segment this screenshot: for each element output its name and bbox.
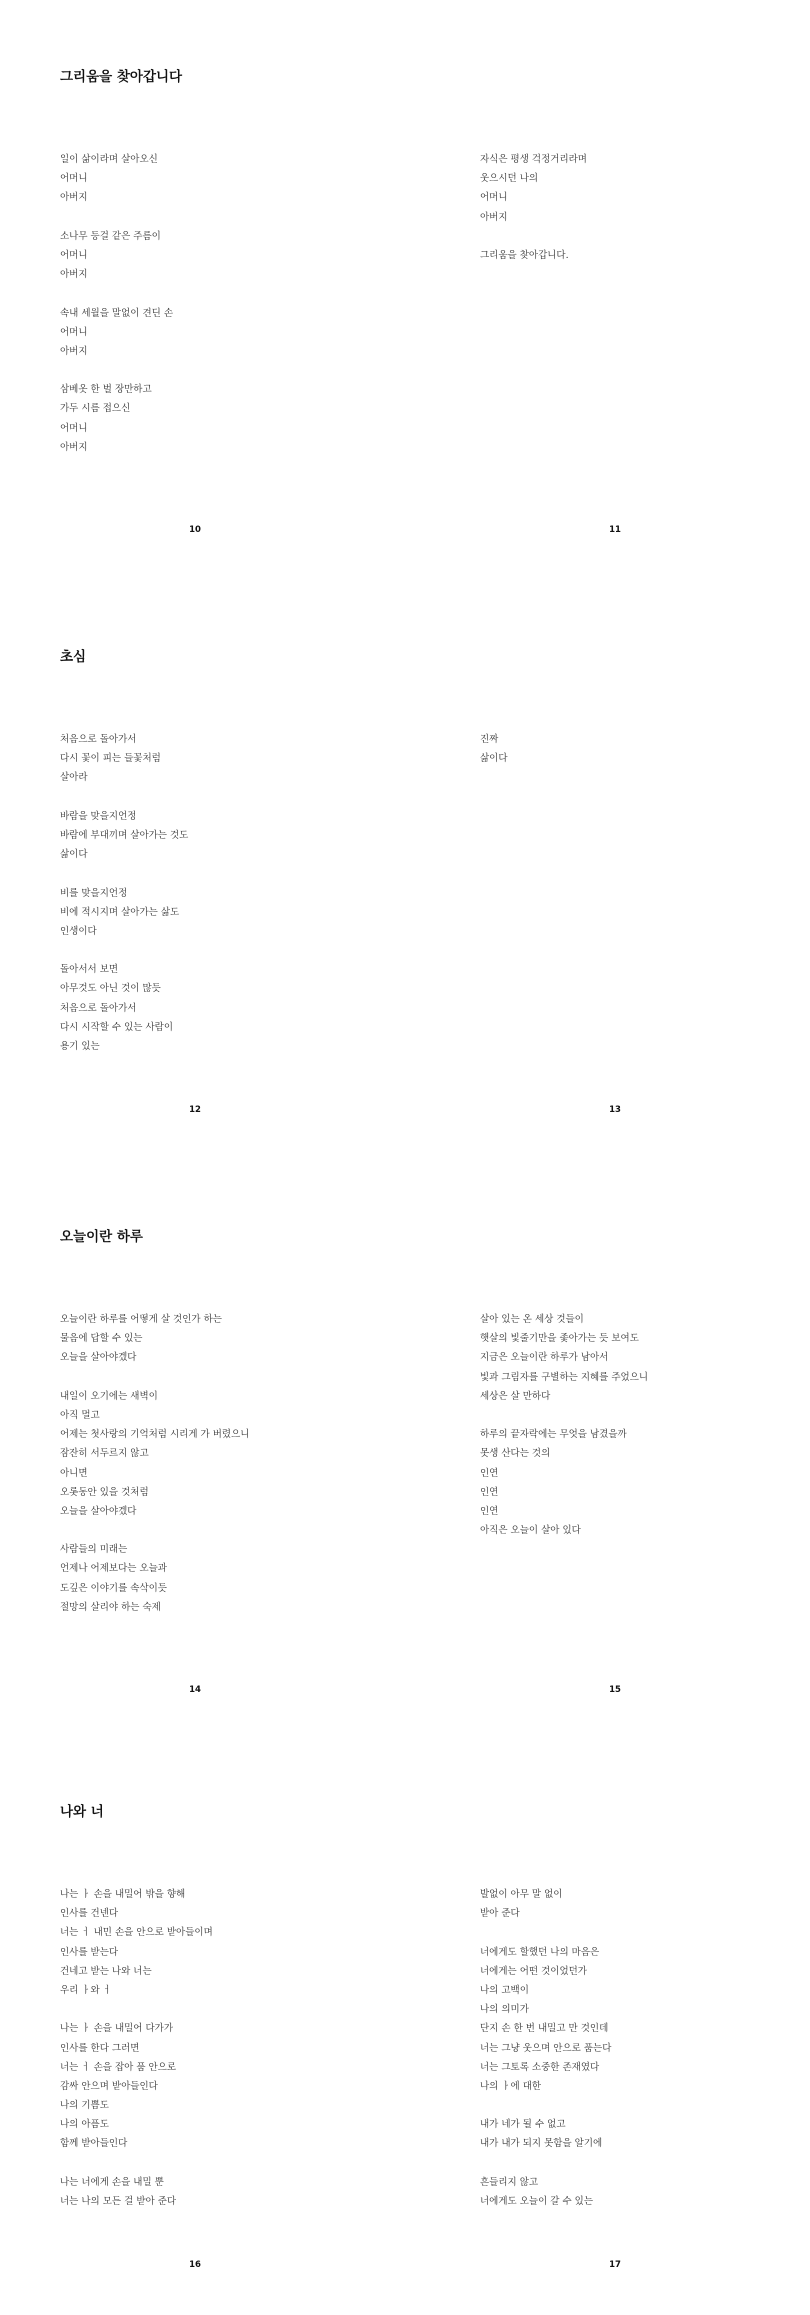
left-page-body [60, 150, 173, 457]
poem-line: 바람에 부대끼며 살아가는 것도 [60, 829, 189, 841]
poem-line: 오늘이란 하루를 어떻게 살 것인가 하는 [60, 1314, 222, 1325]
poem-line: 인연 [480, 1467, 499, 1479]
poem-line: 삼베옷 한 벌 장만하고 [60, 384, 152, 396]
poem-line: 진짜 [480, 734, 499, 745]
poem-line: 오늘을 살아야겠다 [60, 1505, 137, 1517]
poem-line: 나는 ㅏ 손을 내밀어 밖을 향해 [60, 1889, 186, 1900]
poem-line: 건네고 받는 나와 너는 [60, 1965, 152, 1977]
poem-line: 언제나 어제보다는 오늘과 [60, 1563, 167, 1575]
stanza-break [480, 2096, 611, 2115]
poem-line: 햇살의 빛줄기만을 좇아가는 듯 보여도 [480, 1333, 639, 1345]
poem-line: 아직 멀고 [60, 1409, 100, 1421]
page-number-left: 16 [189, 2260, 201, 2270]
poem-line: 인연 [480, 1505, 499, 1517]
poem-line: 어머니 [60, 173, 88, 185]
poem-line: 너는 ㅓ 내민 손을 안으로 받아들이며 [60, 1927, 213, 1939]
poem-line: 바람을 맞을지언정 [60, 810, 137, 822]
poem-line: 처음으로 돌아가서 [60, 1002, 137, 1014]
poem-line: 하루의 끝자락에는 무엇을 남겼을까 [480, 1429, 627, 1441]
poem-line: 지금은 오늘이란 하루가 남아서 [480, 1352, 609, 1364]
stanza-break [60, 788, 188, 807]
poem-line: 못생 산다는 것의 [480, 1448, 551, 1460]
page-number-left: 12 [189, 1105, 201, 1115]
poem-line: 내일이 오기에는 새벽이 [60, 1390, 158, 1402]
poem-line: 오롯동안 있을 것처럼 [60, 1486, 149, 1498]
page-number-right: 13 [609, 1105, 621, 1115]
poem-line: 어머니 [480, 192, 508, 204]
poem-line: 너에게도 오늘이 갈 수 있는 [480, 2196, 594, 2207]
right-page-body [480, 1310, 648, 1540]
poem-line: 발없이 아무 말 없이 [480, 1889, 563, 1900]
poem-line: 아버지 [60, 345, 88, 357]
poem-line: 다시 꽃이 피는 들꽃처럼 [60, 753, 161, 765]
stanza-break [480, 1923, 611, 1942]
page-spread [0, 1735, 810, 2315]
poem-line: 아직은 오늘이 살아 있다 [480, 1525, 581, 1537]
poem-line: 나는 너에게 손을 내밀 뿐 [60, 2176, 164, 2188]
poem-line: 너는 그냥 웃으며 안으로 품는다 [480, 2042, 612, 2054]
poem-line: 그리움을 찾아갑니다. [480, 249, 569, 261]
poem-line: 너는 그토록 소중한 존재였다 [480, 2061, 600, 2073]
poem-line: 어머니 [60, 249, 88, 261]
poem-line: 아니면 [60, 1467, 88, 1479]
stanza-break [60, 941, 188, 960]
poem-line: 어머니 [60, 326, 88, 338]
poem-line: 절망의 살리야 하는 숙제 [60, 1601, 161, 1613]
stanza-break [480, 2154, 611, 2173]
poem-line: 나의 기쁨도 [60, 2100, 109, 2112]
right-page-body [480, 150, 587, 265]
poem-line: 어제는 첫사랑의 기억처럼 시리게 가 버렸으니 [60, 1429, 250, 1441]
poem-line: 너에게도 할했던 나의 마음은 [480, 1946, 600, 1958]
stanza-break [480, 227, 587, 246]
stanza-break [60, 361, 173, 380]
poem-line: 오늘을 살아야겠다 [60, 1352, 137, 1364]
poem-line: 속내 세월을 말없이 견딘 손 [60, 307, 174, 319]
poem-line: 세상은 살 만하다 [480, 1390, 551, 1402]
page-spread [0, 1160, 810, 1740]
poem-line: 삶이다 [60, 849, 88, 861]
poem-title: 나와 너 [60, 1804, 104, 1820]
poem-line: 웃으시던 나의 [480, 173, 539, 185]
poem-line: 단지 손 한 번 내밀고 만 것인데 [480, 2023, 609, 2035]
poem-line: 나의 의미가 [480, 2004, 529, 2016]
poem-line: 도깊은 이야기를 속삭이듯 [60, 1582, 167, 1594]
poem-line: 돌아서서 보면 [60, 964, 119, 976]
stanza-break [60, 2000, 213, 2019]
poem-line: 내가 내가 되지 못함을 알기에 [480, 2138, 603, 2150]
poem-line: 감싸 안으며 받아들인다 [60, 2080, 158, 2092]
poem-line: 인연 [480, 1486, 499, 1498]
right-page-body [480, 730, 508, 768]
stanza-break [480, 1406, 648, 1425]
poem-line: 나의 아픔도 [60, 2119, 109, 2131]
poem-line: 비에 적시지며 살아가는 삶도 [60, 906, 180, 918]
poem-line: 너는 ㅓ 손을 잡아 품 안으로 [60, 2061, 177, 2073]
left-page-body [60, 730, 188, 1056]
poem-title: 오늘이란 하루 [60, 1229, 143, 1245]
poem-line: 살아라 [60, 772, 88, 784]
page-number-right: 17 [609, 2260, 621, 2270]
poem-line: 아버지 [60, 441, 88, 453]
poem-line: 빛과 그림자를 구별하는 지혜를 주었으니 [480, 1371, 649, 1383]
poem-title: 초심 [60, 649, 87, 665]
poem-line: 인사를 한다 그러면 [60, 2042, 140, 2054]
poem-line: 나는 ㅏ 손을 내밀어 다가가 [60, 2023, 174, 2035]
page-spread [0, 580, 810, 1160]
poem-line: 인생이다 [60, 925, 97, 937]
stanza-break [60, 864, 188, 883]
poem-line: 받아 준다 [480, 1908, 520, 1920]
poem-line: 인사를 받는다 [60, 1946, 119, 1958]
poem-line: 너에게는 어떤 것이었던가 [480, 1965, 587, 1977]
poem-line: 인사를 건넨다 [60, 1908, 119, 1920]
poem-line: 사람들의 미래는 [60, 1544, 128, 1556]
poem-line: 너는 나의 모든 걸 받아 준다 [60, 2196, 177, 2207]
poem-line: 가두 시름 접으신 [60, 403, 131, 415]
poem-line: 비를 맞을지언정 [60, 887, 128, 899]
left-page-body [60, 1310, 249, 1617]
page-number-right: 11 [609, 525, 621, 535]
poem-line: 어머니 [60, 422, 88, 434]
poem-line: 아무것도 아닌 것이 많듯 [60, 983, 161, 995]
poem-line: 다시 시작할 수 있는 사람이 [60, 1021, 174, 1033]
poem-line: 처음으로 돌아가서 [60, 734, 137, 745]
page-spread [0, 0, 810, 580]
poem-line: 내가 네가 될 수 없고 [480, 2119, 566, 2131]
poem-line: 일이 삶이라며 살아오신 [60, 154, 158, 165]
poem-line: 흔들리지 않고 [480, 2176, 539, 2188]
page-number-right: 15 [609, 1685, 621, 1695]
stanza-break [60, 2154, 213, 2173]
poem-line: 나의 ㅏ에 대한 [480, 2080, 542, 2092]
poem-line: 아버지 [60, 269, 88, 281]
poem-line: 아버지 [60, 192, 88, 204]
poem-line: 물음에 답할 수 있는 [60, 1333, 143, 1345]
page-number-left: 14 [189, 1685, 201, 1695]
poem-line: 자식은 평생 걱정거리라며 [480, 154, 587, 165]
stanza-break [60, 1521, 249, 1540]
poem-line: 우리 ㅏ와 ㅓ [60, 1984, 112, 1996]
poem-line: 소나무 등걸 같은 주름이 [60, 230, 161, 242]
poem-line: 삶이다 [480, 753, 508, 765]
stanza-break [60, 1368, 249, 1387]
stanza-break [60, 284, 173, 303]
right-page-body [480, 1885, 611, 2211]
poem-line: 용기 있는 [60, 1041, 100, 1052]
poem-line: 함께 받아들인다 [60, 2138, 128, 2150]
page-number-left: 10 [189, 525, 201, 535]
poem-title: 그리움을 찾아갑니다 [60, 69, 183, 85]
poem-line: 잠잔히 서두르지 않고 [60, 1448, 149, 1460]
stanza-break [60, 208, 173, 227]
left-page-body [60, 1885, 213, 2211]
poem-line: 살아 있는 온 세상 것들이 [480, 1314, 584, 1325]
poem-line: 나의 고백이 [480, 1984, 529, 1996]
poem-line: 아버지 [480, 211, 508, 223]
